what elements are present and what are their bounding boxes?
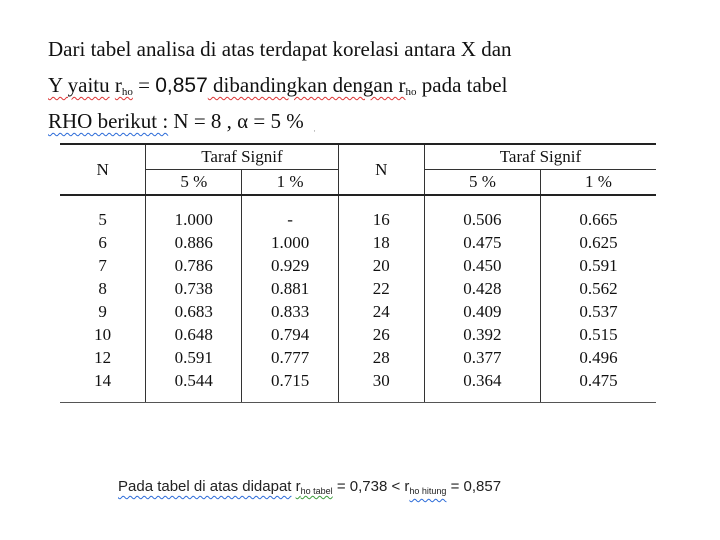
footer-compare: = 0,738 < r <box>332 478 410 495</box>
cell-val-5pct-right: 0.364 <box>424 369 540 392</box>
intro-yaitu: Y yaitu <box>48 73 110 97</box>
rho-subscript-2: ho <box>405 86 417 98</box>
cell-val-1pct-right: 0.591 <box>540 254 656 277</box>
equals: = <box>132 73 156 97</box>
cell-val-5pct-right: 0.506 <box>424 208 540 231</box>
footer-text: Pada tabel di atas didapat <box>118 478 292 495</box>
cell-n-left: 8 <box>98 278 107 298</box>
cell-n-left: 12 <box>94 347 112 367</box>
cell-n-left: 14 <box>94 370 112 390</box>
rho-subscript: ho <box>121 86 133 98</box>
cell-val-1pct-right: 0.475 <box>540 369 656 392</box>
cell-n-right: 16 <box>338 208 424 231</box>
table-row <box>60 369 656 392</box>
cell-val-5pct-right: 0.428 <box>424 277 540 300</box>
cell-n-left: 6 <box>98 232 107 252</box>
footer-r1: r <box>295 478 301 495</box>
cell-val-1pct-right: 0.496 <box>540 346 656 369</box>
cell-n-right: 22 <box>338 277 424 300</box>
rho-value: 0,857 <box>155 74 208 97</box>
cell-val-5pct-right: 0.475 <box>424 231 540 254</box>
cell-val-1pct-right: 0.562 <box>540 277 656 300</box>
cell-val-1pct-right: 0.665 <box>540 208 656 231</box>
cell-n-right: 26 <box>338 323 424 346</box>
cell-val-1pct-right: 0.625 <box>540 231 656 254</box>
cell-val-1pct-left: 1.000 <box>242 231 338 254</box>
table-header-row-1 <box>60 144 656 170</box>
intro-dibandingkan: dibandingkan dengan r <box>207 73 406 97</box>
table-row <box>60 277 656 300</box>
rho-symbol <box>115 73 133 97</box>
cell-val-5pct-right: 0.450 <box>424 254 540 277</box>
cell-val-1pct-right: 0.515 <box>540 323 656 346</box>
footer-r-tabel <box>296 478 333 495</box>
table-row <box>60 208 656 231</box>
cell-val-1pct-right: 0.537 <box>540 300 656 323</box>
cell-val-5pct-left: 0.648 <box>146 323 242 346</box>
cell-val-1pct-left: - <box>242 208 338 231</box>
cell-val-5pct-right: 0.392 <box>424 323 540 346</box>
cell-n-left: 5 <box>98 209 107 229</box>
intro-rho-berikut: RHO berikut : <box>48 109 169 133</box>
cell-n-left: 7 <box>98 255 107 275</box>
cell-val-1pct-left: 0.881 <box>242 277 338 300</box>
cell-n-right: 20 <box>338 254 424 277</box>
cell-val-5pct-left: 0.683 <box>146 300 242 323</box>
r-letter: r <box>114 73 122 97</box>
cell-val-5pct-left: 0.591 <box>146 346 242 369</box>
table-row <box>60 254 656 277</box>
cell-val-5pct-right: 0.409 <box>424 300 540 323</box>
cell-val-5pct-left: 0.544 <box>146 369 242 392</box>
cell-n-right: 18 <box>338 231 424 254</box>
cell-val-1pct-left: 0.833 <box>242 300 338 323</box>
cell-n-right: 28 <box>338 346 424 369</box>
intro-text-1: Dari tabel analisa di atas terdapat korelasi antara X dan <box>48 37 512 61</box>
table-row <box>60 231 656 254</box>
intro-line-2 <box>48 72 507 105</box>
cell-val-5pct-left: 0.738 <box>146 277 242 300</box>
cell-n-left: 10 <box>94 324 112 344</box>
cell-val-1pct-left: 0.929 <box>242 254 338 277</box>
cell-val-5pct-left: 0.886 <box>146 231 242 254</box>
table-bottom-row <box>60 392 656 403</box>
cell-val-1pct-left: 0.715 <box>242 369 338 392</box>
header-taraf-left: Taraf Signif <box>146 144 339 170</box>
footer-sub-tabel: ho tabel <box>300 486 333 496</box>
cell-n-left: 9 <box>98 301 107 321</box>
intro-pada-tabel: pada tabel <box>416 73 508 97</box>
intro-line-3 <box>48 108 304 134</box>
cell-val-5pct-left: 0.786 <box>146 254 242 277</box>
header-n-left: N <box>60 144 146 195</box>
cell-val-1pct-left: 0.794 <box>242 323 338 346</box>
small-mark: · <box>313 126 316 136</box>
cell-val-5pct-left: 1.000 <box>146 208 242 231</box>
cell-n-right: 30 <box>338 369 424 392</box>
header-taraf-right: Taraf Signif <box>424 144 656 170</box>
header-5pct-left: 5 % <box>146 170 242 196</box>
table-gap-row <box>60 195 656 208</box>
table-row <box>60 346 656 369</box>
footer-value: = 0,857 <box>446 478 502 495</box>
header-n-right: N <box>338 144 424 195</box>
table-row <box>60 323 656 346</box>
footer-conclusion <box>118 478 501 496</box>
header-1pct-right: 1 % <box>540 170 656 196</box>
table-row <box>60 300 656 323</box>
footer-sub-hitung: ho hitung <box>409 486 447 496</box>
cell-n-right: 24 <box>338 300 424 323</box>
cell-val-5pct-right: 0.377 <box>424 346 540 369</box>
header-5pct-right: 5 % <box>424 170 540 196</box>
cell-val-1pct-left: 0.777 <box>242 346 338 369</box>
intro-line-1 <box>48 36 512 62</box>
intro-params: N = 8 , α = 5 % <box>168 109 304 133</box>
rho-critical-values-table <box>60 143 656 403</box>
header-1pct-left: 1 % <box>242 170 338 196</box>
rho-table <box>60 143 656 431</box>
table-body <box>60 195 656 403</box>
